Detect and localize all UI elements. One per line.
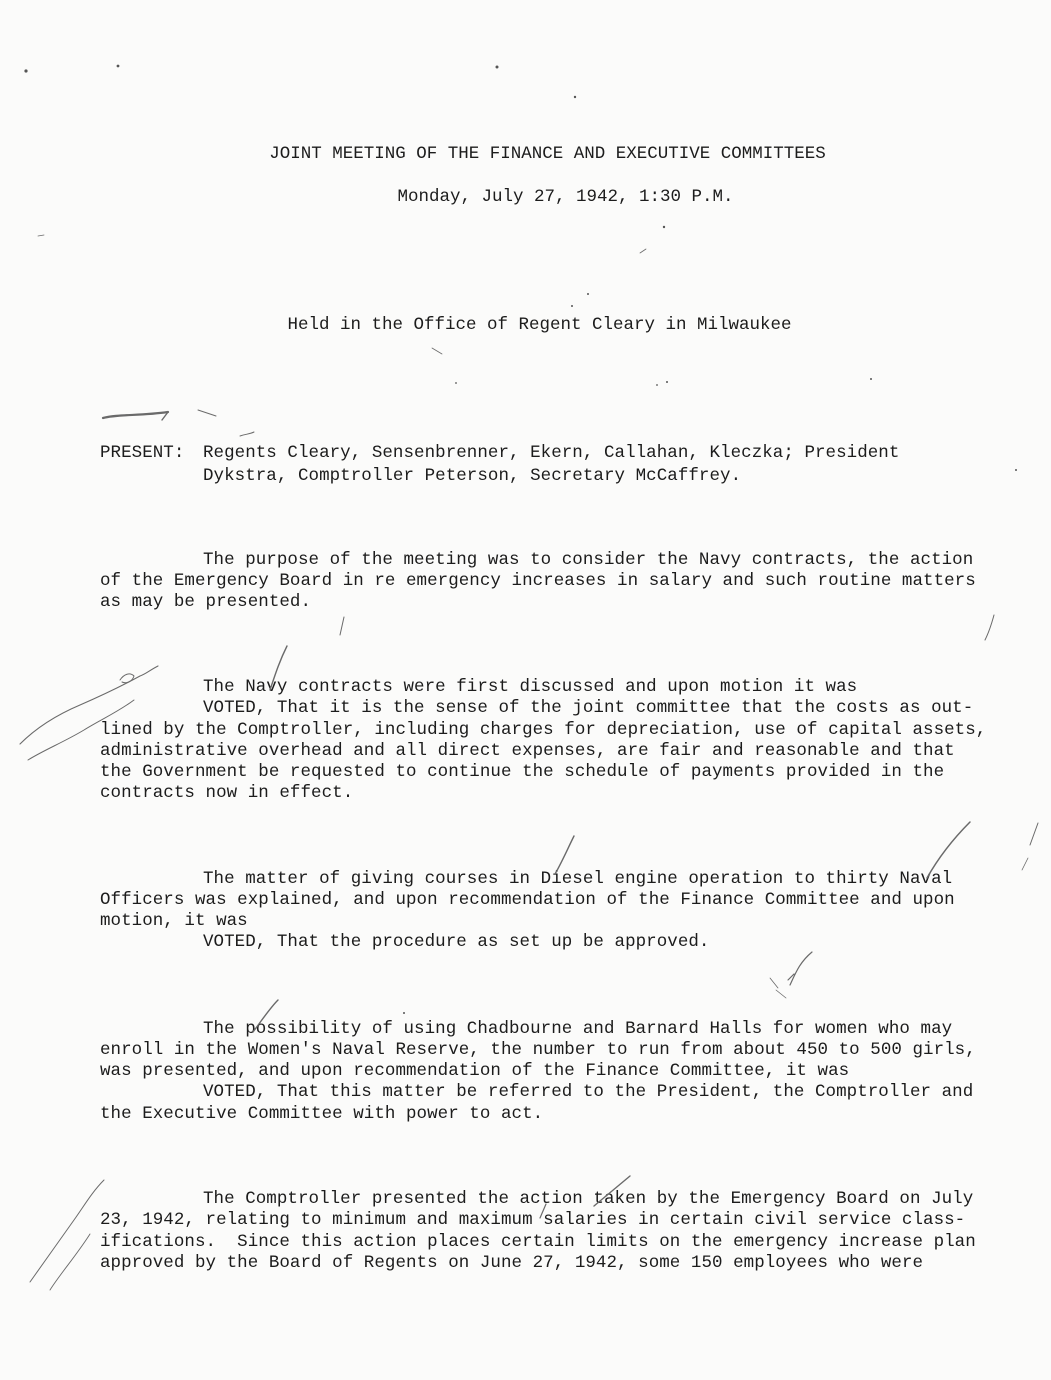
para3-line-3: motion, it was	[100, 911, 248, 931]
pencil-dash-tick	[162, 412, 168, 420]
para4-line-1: The possibility of using Chadbourne and Barnard Halls for women who may	[203, 1019, 953, 1039]
margin-scribble-bottom	[30, 1180, 104, 1282]
para2-line-1: The Navy contracts were first discussed and upon motion it was	[203, 677, 858, 697]
para1-line-1: The purpose of the meeting was to consider the Navy contracts, the action	[203, 550, 974, 570]
present-line-2: Dykstra, Comptroller Peterson, Secretary McCaffrey.	[203, 466, 742, 486]
pencil-fleck	[432, 348, 442, 354]
right-margin-stroke	[985, 615, 994, 640]
margin-scribble-bottom-2	[50, 1234, 90, 1290]
para5-line-1: The Comptroller presented the action taken by the Emergency Board on July	[203, 1189, 974, 1209]
para5-line-4: approved by the Board of Regents on June 27, 1942, some 150 employees who were	[100, 1253, 924, 1273]
para4-line-5: the Executive Committee with power to act.	[100, 1104, 544, 1124]
pencil-dash-trail	[198, 410, 216, 416]
para5-line-2: 23, 1942, relating to minimum and maximum salaries in certain civil service class-	[100, 1210, 966, 1230]
para1-line-2: of the Emergency Board in re emergency increases in salary and such routine matters	[100, 571, 976, 591]
para2-line-3: lined by the Comptroller, including charges for depreciation, use of capital assets,	[100, 720, 987, 740]
para2-line-6: contracts now in effect.	[100, 783, 354, 803]
para1-line-3: as may be presented.	[100, 592, 312, 612]
para3-line-1: The matter of giving courses in Diesel engine operation to thirty Naval	[203, 869, 953, 889]
para5-line-3: ifications. Since this action places certain limits on the emergency increase plan	[100, 1232, 976, 1252]
present-line-1: Regents Cleary, Sensenbrenner, Ekern, Callahan, Kleczka; President	[203, 443, 900, 463]
para2-line-5: the Government be requested to continue the schedule of payments provided in the	[100, 762, 945, 782]
right-margin-stroke-2	[1030, 823, 1038, 845]
para4-line-3: was presented, and upon recommendation of the Finance Committee, it was	[100, 1061, 850, 1081]
right-margin-stroke-3	[1022, 858, 1028, 870]
document-title: JOINT MEETING OF THE FINANCE AND EXECUTIVE COMMITTEES	[269, 144, 826, 164]
para2-line-4: administrative overhead and all direct expenses, are fair and reasonable and that	[100, 741, 955, 761]
para3-line-4: VOTED, That the procedure as set up be approved.	[203, 932, 710, 952]
check-mark-margin	[788, 952, 812, 985]
meeting-datetime: Monday, July 27, 1942, 1:30 P.M.	[397, 187, 734, 207]
pencil-tick-small	[240, 432, 254, 436]
pencil-fleck-3	[38, 235, 44, 236]
para2-line-2: VOTED, That it is the sense of the joint committee that the costs as out-	[203, 698, 974, 718]
para4-line-4: VOTED, That this matter be referred to the President, the Comptroller and	[203, 1082, 974, 1102]
pencil-hatch	[770, 978, 786, 998]
para3-line-2: Officers was explained, and upon recommendation of the Finance Committee and upon	[100, 890, 955, 910]
pencil-fleck-2	[640, 249, 646, 253]
margin-loop	[120, 674, 134, 683]
pencil-stroke	[340, 617, 344, 635]
meeting-location: Held in the Office of Regent Cleary in Milwaukee	[287, 315, 792, 335]
pencil-dash-mark	[103, 412, 168, 418]
present-label: PRESENT:	[100, 443, 185, 463]
para4-line-2: enroll in the Women's Naval Reserve, the number to run from about 450 to 500 girls,	[100, 1040, 976, 1060]
